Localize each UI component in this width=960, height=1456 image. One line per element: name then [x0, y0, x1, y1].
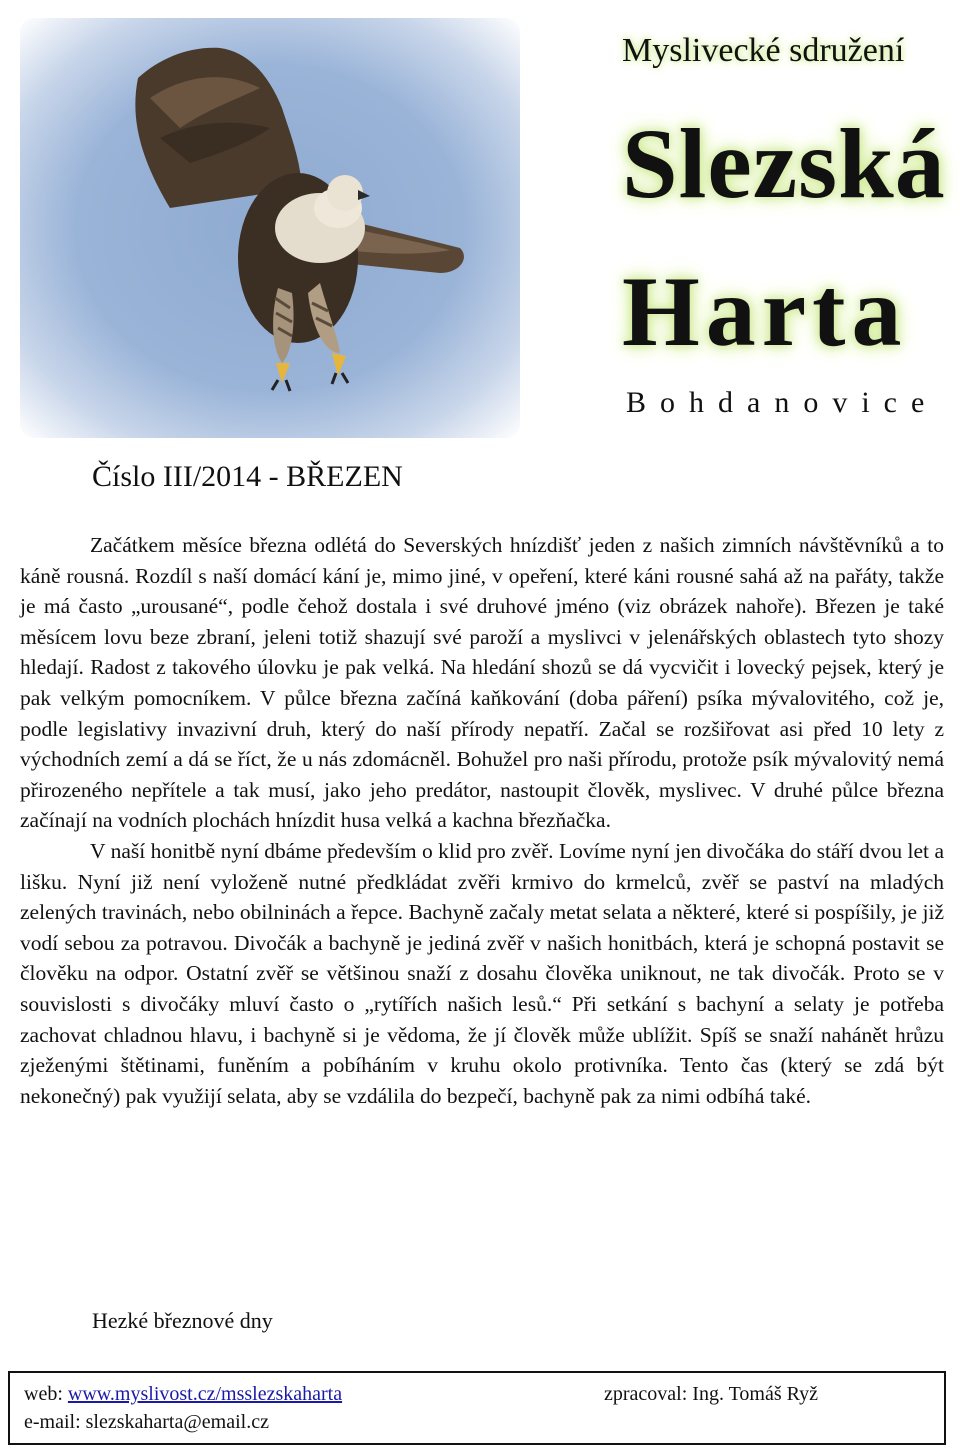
author-credit: [604, 1383, 818, 1406]
hawk-photo: [20, 18, 520, 438]
website-link[interactable]: www.myslivost.cz/msslezskaharta: [67, 1383, 343, 1405]
newsletter-name-line2: Harta: [622, 256, 908, 367]
paragraph: V naší honitbě nyní dbáme především o klid pro zvěř. Lovíme nyní jen divočáka do stáří dvou let a lišku. Nyní již není vyloženě nutné předkládat zvěři krmivo do krmelců, zvěř se paství na mladých zelených travinách, nebo obilninách a řepce. Bachyně začaly metat selata a některé, které si pospíšily, je již vodí sebou za potravou. Divočák a bachyně je jediná zvěř v našich honitbách, která je schopná postavit se člověku na odpor. Ostatní zvěř se většinou snaží z dosahu člověka uniknout, ne tak divočák. Proto se v souvislosti s divočáky mluví často o „rytířích našich lesů.“ Při setkání s bachyní a selaty je potřeba zachovat chladnou hlavu, i bachyně si je vědoma, že jí člověk může ublížit. Spíš se snaží nahánět hrůzu zježenými štětinami, funěním a pobíháním v kruhu okolo protivníka. Tento čas (který se zdá být nekonečný) pak využijí selata, aby se vzdálila do bezpečí, bachyně pak za nimi odbíhá také.: [20, 838, 944, 1108]
issue-heading: Číslo III/2014 - BŘEZEN: [92, 460, 403, 493]
email-address: slezskaharta@email.cz: [85, 1411, 269, 1433]
contact-footer: [8, 1371, 946, 1445]
author-label: zpracoval:: [604, 1383, 688, 1405]
email-row: [24, 1411, 269, 1434]
rough-legged-buzzard-illustration: [20, 18, 520, 438]
web-row: [24, 1383, 342, 1406]
article-body: [20, 530, 944, 1111]
email-label: e-mail:: [24, 1411, 81, 1433]
newsletter-name-line1: Slezská: [622, 108, 946, 219]
association-label: Myslivecké sdružení: [622, 32, 905, 69]
author-name: Ing. Tomáš Ryž: [692, 1383, 819, 1405]
closing-greeting: Hezké březnové dny: [92, 1308, 273, 1333]
paragraph: Začátkem měsíce března odlétá do Severských hnízdišť jeden z našich zimních návštěvníků a to káně rousná. Rozdíl s naší domácí kání je, mimo jiné, v opeření, které káni rousné sahá až na pařáty, takže je má často „urousané“, podle čehož dostala i své druhové jméno (viz obrázek nahoře). Březen je také měsícem lovu beze zbraní, jeleni totiž shazují své paroží a myslivci v jelenářských oblastech tyto shozy hledají. Radost z takového úlovku je pak velká. Na hledání shozů se dá vycvičit i lovecký pejsek, který je pak velkým pomocníkem. V půlce března začíná kaňkování (doba páření) psíka mývalovitého, což je, podle legislativy invazivní druh, který do naší přírody nepatří. Začal se rozšiřovat asi před 10 lety z východních zemí a dá se říct, že u nás zdomácněl. Bohužel pro naši přírodu, protože psík mývalovitý nemá přirozeného nepřítele a tak musí, jako jeho predátor, nastoupit člověk, myslivec. V druhé půlce března začínají na vodních plochách hnízdit husa velká a kachna březňačka.: [20, 533, 944, 833]
town-name: Bohdanovice: [626, 386, 939, 419]
web-label: web:: [24, 1383, 63, 1405]
